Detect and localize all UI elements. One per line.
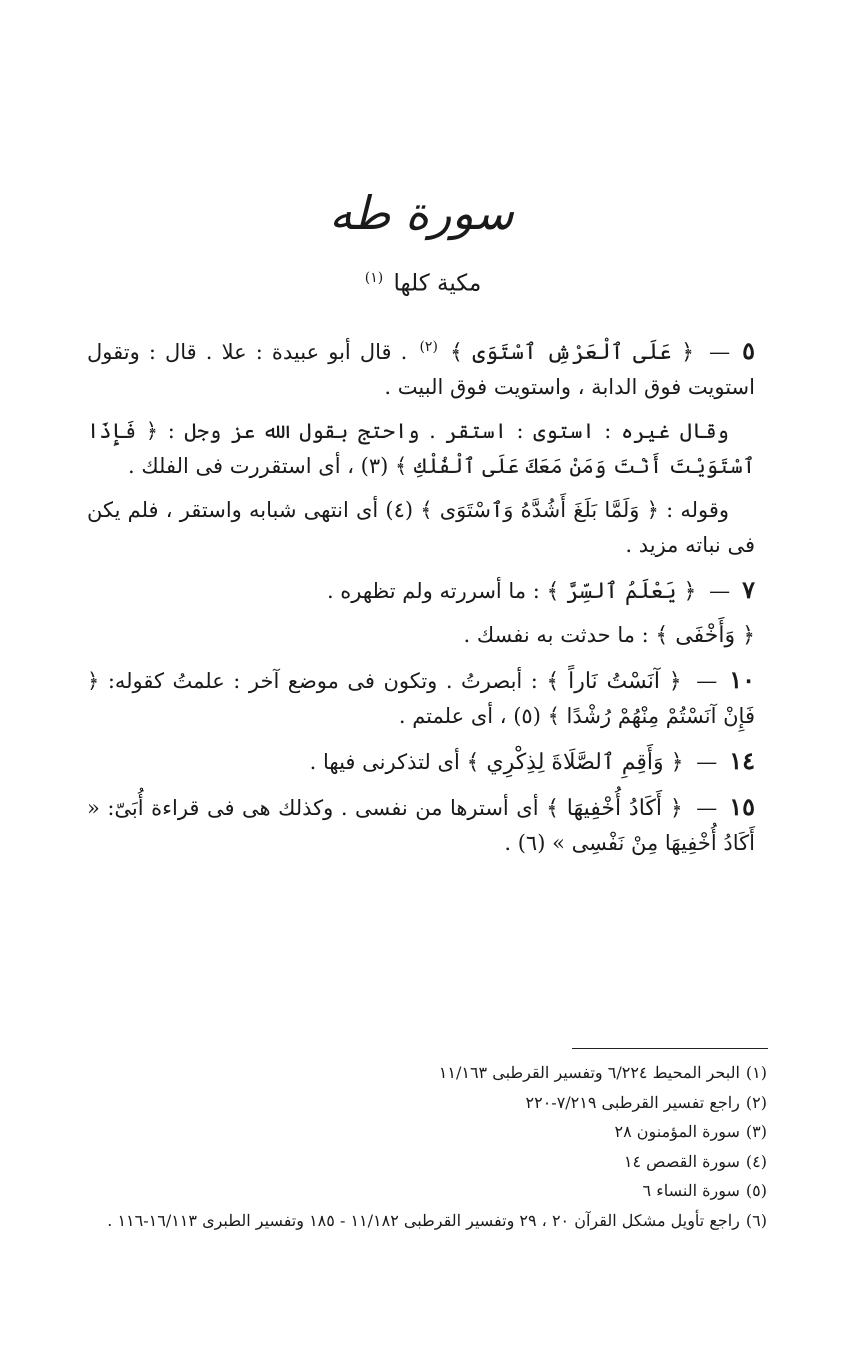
dash: — bbox=[709, 340, 731, 364]
commentary-body bbox=[87, 330, 755, 870]
paragraph-text: : ما أسررته ولم تظهره . bbox=[326, 579, 540, 603]
paragraph-text: : ما حدثت به نفسك . bbox=[463, 623, 649, 647]
footnote-text: سورة القصص ١٤ bbox=[623, 1151, 740, 1171]
surah-subtitle-text: مكية كلها bbox=[393, 270, 482, 297]
footnote-marker: (٢) bbox=[419, 339, 438, 355]
footnote-text: راجع تأويل مشكل القرآن ٢٠ ، ٢٩ وتفسير القرطبى ١١/١٨٢ - ١٨٥ وتفسير الطبرى ١٦/١١٣-١١٦ . bbox=[107, 1210, 740, 1230]
footnote bbox=[75, 1058, 767, 1088]
paragraph bbox=[87, 330, 755, 405]
footnote-text: راجع تفسير القرطبى ٧/٢١٩-٢٢٠ bbox=[525, 1092, 740, 1112]
paragraph bbox=[87, 493, 755, 563]
dash: — bbox=[696, 796, 718, 820]
footnote-divider bbox=[572, 1048, 768, 1049]
paragraph-text: وقال غيره : استوى : استقر . واحتج بقول الله عز وجل : ﴿ فَإِذَا ٱسْتَوَيْتَ أَنْتَ وَمَنْ مَعَكَ عَلَى ٱلْفُلْكِ ﴾ (٣) ، أى استقررت فى الفلك . bbox=[87, 419, 755, 478]
quran-quote: ﴿ وَأَقِمِ ٱلصَّلَاةَ لِذِكْرِي ﴾ bbox=[466, 750, 684, 775]
paragraph bbox=[87, 789, 755, 861]
paragraph bbox=[87, 414, 755, 484]
paragraph-text: أى لتذكرنى فيها . bbox=[309, 750, 460, 774]
dash: — bbox=[709, 579, 731, 603]
footnote-number: (٥) bbox=[745, 1181, 767, 1200]
verse-number: ١٥ bbox=[729, 792, 756, 821]
quran-quote: ﴿ آنَسْتُ نَاراً ﴾ bbox=[546, 669, 682, 694]
footnote bbox=[75, 1147, 767, 1177]
footnote bbox=[75, 1176, 767, 1206]
footnote-text: البحر المحيط ٦/٢٢٤ وتفسير القرطبى ١١/١٦٣ bbox=[438, 1063, 740, 1082]
footnote-number: (٦) bbox=[745, 1210, 767, 1230]
surah-title: سورة طه bbox=[329, 186, 514, 240]
quran-quote: ﴿ عَلَى ٱلْعَرْشِ ٱسْتَوَى ﴾ bbox=[450, 340, 694, 365]
dash: — bbox=[696, 750, 718, 774]
footnote bbox=[75, 1117, 767, 1147]
footnote-number: (٤) bbox=[745, 1151, 767, 1171]
paragraph bbox=[87, 662, 755, 734]
verse-number: ١٠ bbox=[729, 665, 755, 694]
footnote bbox=[75, 1206, 767, 1236]
quran-quote: ﴿ يَعْلَمُ ٱلسِّرَّ ﴾ bbox=[546, 579, 697, 604]
footnote-number: (٢) bbox=[745, 1092, 767, 1112]
verse-number: ٧ bbox=[742, 575, 755, 604]
footnote-text: سورة النساء ٦ bbox=[642, 1181, 740, 1200]
paragraph bbox=[87, 743, 755, 780]
paragraph-text: وقوله : ﴿ وَلَمَّا بَلَغَ أَشُدَّهُ وَٱسْتَوَى ﴾ (٤) أى انتهى شبابه واستقر ، فلم يكن فى نباته مزيد . bbox=[87, 498, 755, 557]
paragraph-text: . قال أبو عبيدة : علا . قال : وتقول استويت فوق الدابة ، واستويت فوق البيت . bbox=[87, 340, 755, 399]
surah-subtitle bbox=[0, 258, 843, 304]
footnote-number: (٣) bbox=[745, 1122, 767, 1141]
footnote bbox=[75, 1088, 767, 1118]
paragraph-text: أى أسترها من نفسى . وكذلك هى فى قراءة أُبَىّ: « أَكَادُ أُخْفِيهَا مِنْ نَفْسِى » (٦) . bbox=[87, 796, 755, 855]
footnote-number: (١) bbox=[745, 1063, 767, 1082]
footnotes bbox=[75, 1058, 767, 1235]
paragraph bbox=[87, 572, 755, 609]
paragraph bbox=[87, 618, 755, 653]
verse-number: ١٤ bbox=[729, 746, 755, 775]
verse-number: ٥ bbox=[742, 336, 755, 365]
footnote-text: سورة المؤمنون ٢٨ bbox=[614, 1122, 740, 1141]
footnote-marker: (١) bbox=[364, 270, 384, 286]
quran-quote: ﴿ وَأَخْفَى ﴾ bbox=[655, 623, 755, 648]
quran-quote: ﴿ أَكَادُ أُخْفِيهَا ﴾ bbox=[546, 796, 683, 821]
dash: — bbox=[696, 669, 718, 693]
paragraph-text: : أبصرتُ . وتكون فى موضع آخر : علمتُ كقوله: ﴿ فَإِنْ آنَسْتُمْ مِنْهُمْ رُشْدًا ﴾ (٥) ، أى علمتم . bbox=[87, 669, 755, 728]
